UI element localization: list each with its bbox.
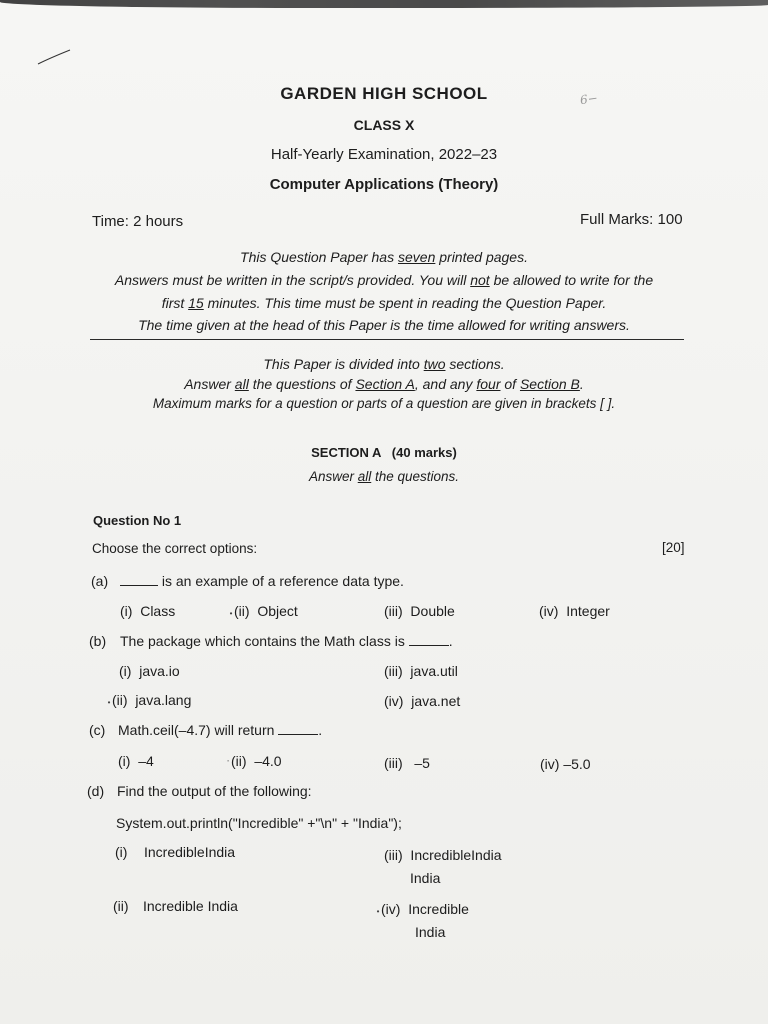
part-d-code: System.out.println("Incredible" +"\n" + "India"); xyxy=(116,815,402,831)
tick-mark: • xyxy=(229,609,233,618)
answer-blank xyxy=(278,722,318,735)
instruction-answer-all: Answer all the questions of Section A, and any four of Section B. xyxy=(184,376,584,392)
page-top-edge xyxy=(0,0,768,8)
tick-mark: ’ xyxy=(227,759,229,768)
time-allowed: Time: 2 hours xyxy=(92,213,184,230)
part-a-option-1: (i) Class xyxy=(120,603,176,619)
instruction-pages: This Question Paper has seven printed pages. xyxy=(240,249,528,265)
handwritten-scribble: 6− xyxy=(579,90,599,108)
answer-blank xyxy=(120,573,158,586)
divider-rule xyxy=(90,339,684,340)
part-d-option-4-line2: India xyxy=(415,924,446,940)
instruction-max-marks: Maximum marks for a question or parts of a question are given in brackets [ ]. xyxy=(152,396,616,411)
part-d-option-2: Incredible India xyxy=(143,898,238,914)
part-b-option-3: (iii) java.util xyxy=(384,663,458,679)
part-d-option-1-number: (i) xyxy=(115,844,128,860)
part-c-label: (c) xyxy=(89,722,106,738)
pen-stroke-mark xyxy=(36,48,76,68)
tick-mark: • xyxy=(376,907,380,916)
part-a-option-4: (iv) Integer xyxy=(539,603,610,619)
class-title: CLASS X xyxy=(353,117,415,133)
instruction-time-head: The time given at the head of this Paper is the time allowed for writing answers. xyxy=(138,317,630,333)
part-d-label: (d) xyxy=(87,783,105,799)
part-b-question: The package which contains the Math class is . xyxy=(120,633,453,649)
tick-mark: • xyxy=(107,698,111,707)
part-c-option-4: (iv) –5.0 xyxy=(540,756,591,772)
part-d-option-1: IncredibleIndia xyxy=(144,844,236,860)
part-c-option-3: (iii) –5 xyxy=(384,755,430,771)
part-a-question: is an example of a reference data type. xyxy=(120,573,404,589)
full-marks: Full Marks: 100 xyxy=(580,211,683,228)
instruction-reading-time: first 15 minutes. This time must be spent in reading the Question Paper. xyxy=(161,295,607,311)
part-d-option-3: (iii) IncredibleIndia xyxy=(384,847,502,863)
part-b-option-1: (i) java.io xyxy=(119,663,180,679)
question-1-marks: [20] xyxy=(662,540,685,555)
section-a-subtitle: Answer all the questions. xyxy=(308,469,460,484)
part-b-option-4: (iv) java.net xyxy=(384,693,461,709)
answer-blank xyxy=(409,633,449,646)
section-a-title: SECTION A (40 marks) xyxy=(311,445,457,460)
part-c-option-2: ’ (ii) –4.0 xyxy=(225,753,282,769)
part-c-option-1: (i) –4 xyxy=(118,753,154,769)
instruction-answers: Answers must be written in the script/s provided. You will not be allowed to write for the xyxy=(114,272,654,288)
exam-title: Half-Yearly Examination, 2022–23 xyxy=(270,146,498,163)
part-a-option-3: (iii) Double xyxy=(384,603,455,619)
part-a-option-2: • (ii) Object xyxy=(229,603,298,619)
part-d-question: Find the output of the following: xyxy=(117,783,312,799)
part-b-option-2: • (ii) java.lang xyxy=(107,692,192,708)
part-d-option-3-line2: India xyxy=(410,870,441,886)
school-name: GARDEN HIGH SCHOOL xyxy=(280,84,488,103)
subject-title: Computer Applications (Theory) xyxy=(269,176,499,193)
question-1-instruction: Choose the correct options: xyxy=(92,541,258,556)
instruction-sections: This Paper is divided into two sections. xyxy=(263,356,505,372)
part-c-question: Math.ceil(–4.7) will return . xyxy=(118,722,323,738)
part-a-label: (a) xyxy=(91,573,109,589)
part-d-option-2-number: (ii) xyxy=(113,898,129,914)
part-b-label: (b) xyxy=(89,633,107,649)
question-1-title: Question No 1 xyxy=(93,513,182,528)
part-d-option-4: • (iv) Incredible xyxy=(376,901,469,917)
